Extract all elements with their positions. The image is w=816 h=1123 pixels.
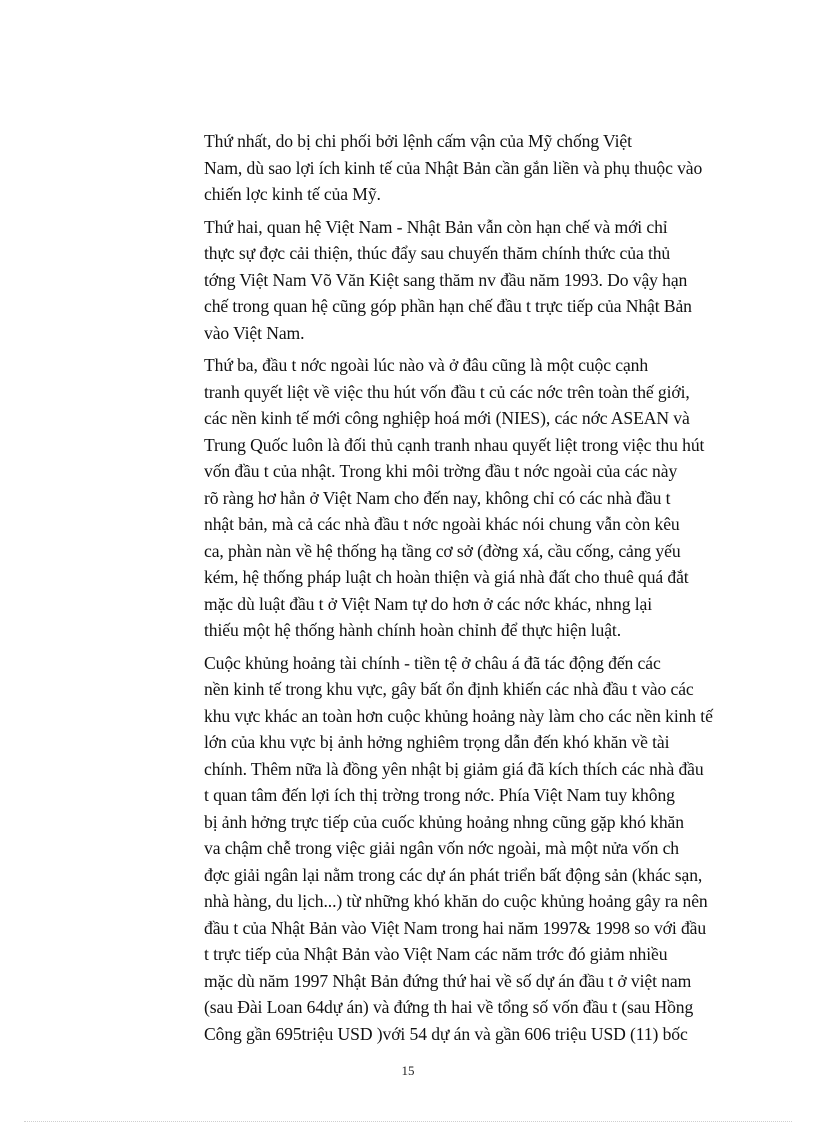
text-line: các nền kinh tế mới công nghiệp hoá mới (NIES), các nớc ASEAN và <box>204 408 690 428</box>
paragraph-2 <box>156 214 721 347</box>
text-line: vào Việt Nam. <box>204 322 305 343</box>
text-line: chiến lợc kinh tế của Mỹ. <box>204 184 381 204</box>
text-line: va chậm chễ trong việc giải ngân vốn nớc ngoài, mà một nửa vốn ch <box>204 838 680 858</box>
text-line: khu vực khác an toàn hơn cuộc khủng hoảng này làm cho các nền kinh tế <box>204 705 713 726</box>
paragraph-3 <box>156 352 721 644</box>
text-line: kém, hệ thống pháp luật ch hoàn thiện và giá nhà đất cho thuê quá đắt <box>204 567 689 587</box>
text-line: chính. Thêm nữa là đồng yên nhật bị giảm giá đã kích thích các nhà đầu <box>204 758 704 779</box>
text-line: mặc dù năm 1997 Nhật Bản đứng thứ hai về số dự án đầu t ở việt nam <box>204 970 692 991</box>
page-bottom-divider <box>24 1121 792 1122</box>
text-line: Thứ ba, đầu t nớc ngoài lúc nào và ở đâu cũng là một cuộc cạnh <box>204 355 649 375</box>
text-line: Cuộc khủng hoảng tài chính - tiền tệ ở châu á đã tác động đến các <box>204 652 661 673</box>
text-line: Công gần 695triệu USD )với 54 dự án và gần 606 triệu USD (11) bốc <box>204 1023 688 1044</box>
text-line: nhật bản, mà cả các nhà đầu t nớc ngoài khác nói chung vẫn còn kêu <box>204 514 680 534</box>
paragraph-4 <box>156 650 721 1048</box>
text-line: Nam, dù sao lợi ích kinh tế của Nhật Bản cần gắn liền và phụ thuộc vào <box>204 157 703 178</box>
text-line: chế trong quan hệ cũng góp phần hạn chế đầu t trực tiếp của Nhật Bản <box>204 296 692 316</box>
text-line: rõ ràng hơ hẳn ở Việt Nam cho đến nay, không chỉ có các nhà đầu t <box>204 487 671 508</box>
text-line: đầu t của Nhật Bản vào Việt Nam trong hai năm 1997& 1998 so với đầu <box>204 917 707 938</box>
text-line: t trực tiếp của Nhật Bản vào Việt Nam các năm trớc đó giảm nhiều <box>204 944 668 964</box>
text-line: thực sự đợc cải thiện, thúc đẩy sau chuyến thăm chính thức của thủ <box>204 243 671 263</box>
text-line: Trung Quốc luôn là đối thủ cạnh tranh nhau quyết liệt trong việc thu hút <box>204 434 705 455</box>
page-number: 15 <box>401 1063 415 1078</box>
text-line: mặc dù luật đầu t ở Việt Nam tự do hơn ở các nớc khác, nhng lại <box>204 593 653 614</box>
text-line: đợc giải ngân lại nằm trong các dự án phát triển bất động sản (khác sạn, <box>204 864 703 885</box>
text-line: tranh quyết liệt về việc thu hút vốn đầu t củ các nớc trên toàn thế giới, <box>204 381 690 402</box>
text-line: Thứ nhất, do bị chi phối bởi lệnh cấm vận của Mỹ chống Việt <box>204 131 632 151</box>
text-line: lớn của khu vực bị ảnh hởng nghiêm trọng dẫn đến khó khăn về tài <box>204 732 670 752</box>
text-line: nhà hàng, du lịch...) từ những khó khăn do cuộc khủng hoảng gây ra nên <box>204 891 708 911</box>
text-line: thiếu một hệ thống hành chính hoàn chỉnh để thực hiện luật. <box>204 620 621 640</box>
text-line: nền kinh tế trong khu vực, gây bất ổn định khiến các nhà đầu t vào các <box>204 679 694 699</box>
text-line: t quan tâm đến lợi ích thị trờng trong nớc. Phía Việt Nam tuy không <box>204 785 675 805</box>
text-line: vốn đầu t của nhật. Trong khi môi trờng đầu t nớc ngoài của các này <box>204 461 678 481</box>
text-line: (sau Đài Loan 64dự án) và đứng th hai về tổng số vốn đầu t (sau Hồng <box>204 997 694 1017</box>
text-line: Thứ hai, quan hệ Việt Nam - Nhật Bản vẫn còn hạn chế và mới chỉ <box>204 216 668 237</box>
text-line: bị ảnh hởng trực tiếp của cuốc khủng hoảng nhng cũng gặp khó khăn <box>204 811 684 832</box>
paragraph-1 <box>156 128 721 208</box>
text-line: ca, phàn nàn về hệ thống hạ tầng cơ sở (đờng xá, cầu cống, cảng yếu <box>204 540 681 561</box>
text-line: tớng Việt Nam Võ Văn Kiệt sang thăm nv đầu năm 1993. Do vậy hạn <box>204 269 688 290</box>
body-text <box>156 128 721 1053</box>
